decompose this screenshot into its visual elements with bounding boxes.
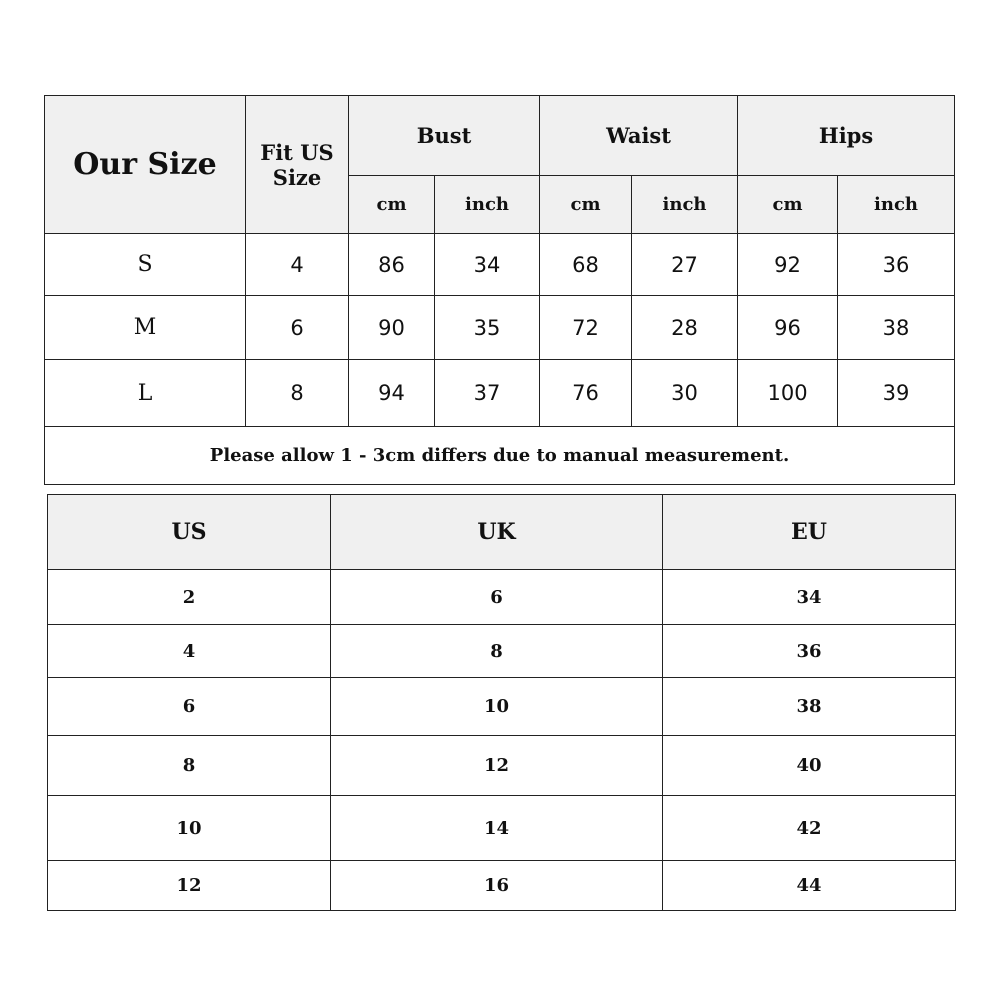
measurement-note-row [45, 427, 955, 485]
our-size-header: Our Size [45, 96, 246, 234]
waist-header: Waist [540, 96, 738, 176]
hips-inch-value: 38 [838, 296, 955, 360]
eu-value: 44 [663, 861, 956, 911]
fit-us-value: 8 [246, 360, 349, 427]
bust-inch-value: 37 [435, 360, 540, 427]
uk-value: 8 [331, 625, 663, 678]
fit-us-value: 4 [246, 234, 349, 296]
waist-cm-header: cm [540, 176, 632, 234]
conversion-row [48, 625, 956, 678]
bust-inch-header: inch [435, 176, 540, 234]
conversion-row [48, 678, 956, 736]
hips-header: Hips [738, 96, 955, 176]
us-value: 4 [48, 625, 331, 678]
uk-value: 10 [331, 678, 663, 736]
conversion-row [48, 570, 956, 625]
hips-cm-value: 100 [738, 360, 838, 427]
size-row-m [45, 296, 955, 360]
size-label: S [45, 234, 246, 296]
waist-cm-value: 68 [540, 234, 632, 296]
size-measurement-table [44, 95, 955, 485]
bust-inch-value: 35 [435, 296, 540, 360]
us-value: 8 [48, 736, 331, 796]
fit-us-value: 6 [246, 296, 349, 360]
fit-size-label: Size [272, 164, 322, 190]
us-value: 12 [48, 861, 331, 911]
eu-value: 40 [663, 736, 956, 796]
size-label: M [45, 296, 246, 360]
uk-value: 14 [331, 796, 663, 861]
bust-cm-value: 86 [349, 234, 435, 296]
us-value: 2 [48, 570, 331, 625]
fit-us-label: Fit US [260, 139, 334, 165]
waist-cm-value: 76 [540, 360, 632, 427]
hips-cm-value: 96 [738, 296, 838, 360]
waist-cm-value: 72 [540, 296, 632, 360]
us-value: 10 [48, 796, 331, 861]
uk-header: UK [331, 495, 663, 570]
uk-value: 16 [331, 861, 663, 911]
conversion-header-row [48, 495, 956, 570]
waist-inch-header: inch [632, 176, 738, 234]
us-header: US [48, 495, 331, 570]
bust-inch-value: 34 [435, 234, 540, 296]
waist-inch-value: 28 [632, 296, 738, 360]
conversion-row [48, 736, 956, 796]
us-value: 6 [48, 678, 331, 736]
bust-cm-header: cm [349, 176, 435, 234]
bust-cm-value: 94 [349, 360, 435, 427]
fit-us-size-header [246, 96, 349, 234]
uk-value: 12 [331, 736, 663, 796]
size-table-header-row [45, 96, 955, 176]
size-row-s [45, 234, 955, 296]
bust-header: Bust [349, 96, 540, 176]
hips-inch-header: inch [838, 176, 955, 234]
hips-inch-value: 36 [838, 234, 955, 296]
waist-inch-value: 30 [632, 360, 738, 427]
eu-header: EU [663, 495, 956, 570]
hips-inch-value: 39 [838, 360, 955, 427]
eu-value: 36 [663, 625, 956, 678]
waist-inch-value: 27 [632, 234, 738, 296]
size-conversion-table [47, 494, 956, 911]
eu-value: 42 [663, 796, 956, 861]
eu-value: 38 [663, 678, 956, 736]
conversion-row [48, 796, 956, 861]
uk-value: 6 [331, 570, 663, 625]
size-label: L [45, 360, 246, 427]
bust-cm-value: 90 [349, 296, 435, 360]
conversion-row [48, 861, 956, 911]
eu-value: 34 [663, 570, 956, 625]
measurement-note: Please allow 1 - 3cm differs due to manual measurement. [45, 427, 955, 485]
hips-cm-header: cm [738, 176, 838, 234]
size-row-l [45, 360, 955, 427]
hips-cm-value: 92 [738, 234, 838, 296]
